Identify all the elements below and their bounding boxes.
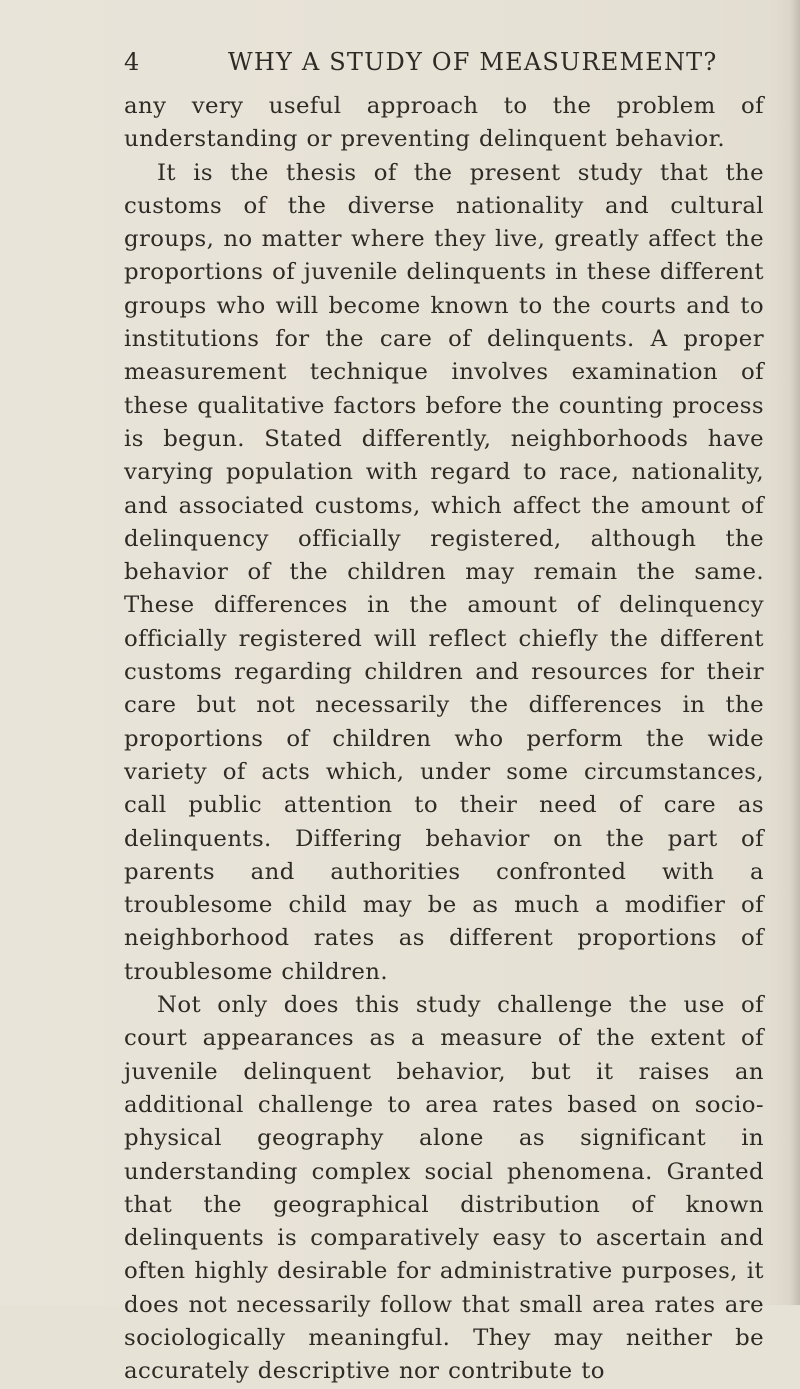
paragraph: It is the thesis of the present study that the customs of the diverse nationality and cultural groups, no matter where they live, greatly affect the proportions of juvenile delinquents in these different groups who will become known to the courts and to institutions for the care of delinquents. A proper measurement technique involves examination of these qualitative factors before the counting process is begun. Stated differently, neighborhoods have varying population with regard to race, nationality, and associated customs, which affect the amount of delinquency officially registered, although the behavior of the children may remain the same. These differences in the amount of delinquency officially registered will reflect chiefly the different customs regarding children and resources for their care but not necessarily the differences in the proportions of children who perform the wide variety of acts which, under some circumstances, call public attention to their need of care as delinquents. Differing behavior on the part of parents and authorities confronted with a troublesome child may be as much a modifier of neighborhood rates as different proportions of troublesome children.: [124, 159, 764, 985]
chapter-title: WHY A STUDY OF MEASUREMENT?: [228, 48, 718, 76]
running-head: [124, 48, 764, 82]
page-number: 4: [124, 48, 140, 76]
paragraph-continued: any very useful approach to the problem of understanding or preventing delinquent behavior.: [124, 93, 764, 153]
paragraph: Not only does this study challenge the use of court appearances as a measure of the extent of juvenile delinquent behavior, but it raises an additional challenge to area rates based on socio-physical geography alone as significant in understanding complex social phenomena. Granted that the geographical distribution of known delinquents is comparatively easy to ascertain and often highly desirable for administrative purposes, it does not necessarily follow that small area rates are sociologically meaningful. They may neither be accurately descriptive nor contribute to: [124, 992, 764, 1385]
page-edge-shadow: [790, 0, 800, 1305]
body-text: [124, 90, 764, 1389]
